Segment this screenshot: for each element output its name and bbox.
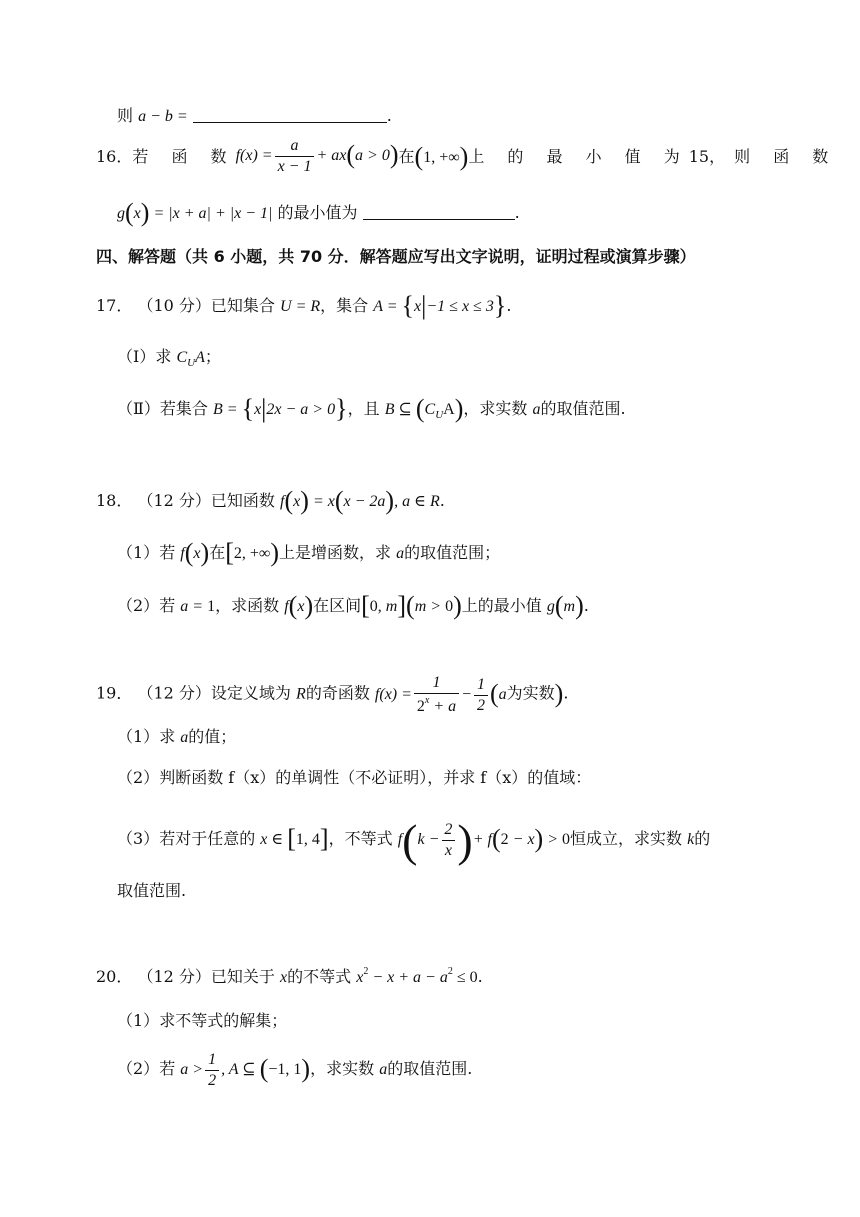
q18-part1 <box>117 540 500 566</box>
q18-part2 <box>117 593 589 619</box>
q19-part1 <box>117 729 236 746</box>
q20-part1-text: 求不等式的解集； <box>159 1011 288 1030</box>
q19-part2 <box>117 770 591 786</box>
q19-part1-text-1: 求 <box>159 727 176 746</box>
q17-part2-text: 若集合 <box>159 399 208 418</box>
q19-part3-inequality: f(k − $\frac{2}{x}$ )+ f(2 − x) > 0 <box>397 815 571 866</box>
q18-number: 18． <box>96 491 133 510</box>
q19-part3-var-k: k <box>687 831 695 848</box>
q20-score: （12 分） <box>137 967 211 986</box>
q19-part3-domain: x ∈ [1, 4] <box>260 824 329 853</box>
q15-prefix: 则 <box>117 106 134 125</box>
q16-answer-blank[interactable] <box>363 219 515 220</box>
q16-text-2: 在 <box>398 146 415 166</box>
q18-part2-text-1: 若 <box>159 596 176 615</box>
q19-end: . <box>563 683 569 703</box>
q20-part2-var-a: a <box>379 1061 388 1079</box>
q19-text-1: 设定义域为 <box>210 683 291 703</box>
q16-interval: (1, +∞) <box>414 141 469 171</box>
q18-part1-interval: [2, +∞) <box>225 538 279 567</box>
q18-part2-interval: [0, m](m > 0) <box>361 591 462 620</box>
q18-score: （12 分） <box>137 491 211 510</box>
q17-set-b: B = {x|2x − a > 0} <box>213 394 348 423</box>
q20-text-2: 的不等式 <box>287 967 352 986</box>
q20-part2-label: （2） <box>117 1059 160 1079</box>
q18-part2-text-4: 上的最小值 <box>461 596 542 615</box>
q17-complement: $C_UA$ <box>176 349 205 369</box>
q19-part2-text: 判断函数 f（x）的单调性（不必证明），并求 f（x）的值域： <box>159 768 592 787</box>
q19-number: 19． <box>96 683 133 703</box>
q18-function: f(x) = x(x − 2a), a ∈ R <box>280 486 440 515</box>
q18-text-1: 已知函数 <box>210 491 275 510</box>
q19-function: f(x) = $\frac{1}{2^x + a}$ − $\frac{1}{2}$ (a <box>374 674 507 715</box>
q19-var-r: R <box>296 685 306 703</box>
q20-part2 <box>117 1052 472 1089</box>
q16-function-g: g(x) = |x + a| + |x − 1| <box>117 198 273 227</box>
q16-min-value: 15 <box>688 146 710 166</box>
q15-end: . <box>386 106 392 125</box>
q16-line2 <box>117 200 520 226</box>
q17-subset: B ⊆ $(C_UA)$ <box>384 394 464 423</box>
q17-part2-text-3: ，求实数 <box>463 399 528 418</box>
q19-part1-text-2: 的值； <box>188 727 237 746</box>
q19-part1-label: （1） <box>117 727 160 746</box>
q17-part1-label: （Ⅰ） <box>117 347 156 366</box>
q15-answer-blank[interactable] <box>193 122 387 123</box>
q17-text-2: ，集合 <box>320 296 369 315</box>
q19-stem <box>96 675 568 715</box>
q18-part1-label: （1） <box>117 543 160 562</box>
q18-part2-fx: f(x) <box>284 591 314 620</box>
q20-inequality: $x^2 - x + a - a^2 \le 0$ <box>356 966 478 986</box>
q20-part1-label: （1） <box>117 1011 160 1030</box>
q17-part2-text-2: ，且 <box>347 399 380 418</box>
q20-text-1: 已知关于 <box>210 967 275 986</box>
q20-stem <box>96 967 483 986</box>
q18-part2-label: （2） <box>117 596 160 615</box>
q15-answer-line <box>117 108 392 125</box>
q16-text-4: ，则 函 数 <box>709 146 838 166</box>
q19-score: （12 分） <box>137 683 211 703</box>
q16-text-3: 上 的 最 小 值 为 <box>468 146 689 166</box>
q18-part1-text-3: 上是增函数，求 <box>279 543 392 562</box>
q18-part2-text-3: 在区间 <box>313 596 362 615</box>
q17-set-u: U = R <box>280 298 321 315</box>
q20-end: . <box>477 967 483 986</box>
q18-part1-var-a: a <box>396 545 405 562</box>
q19-text-2: 的奇函数 <box>305 683 370 703</box>
q20-part2-condition: a > $\frac{1}{2}$ , A ⊆ (−1, 1) <box>180 1051 311 1089</box>
q17-end: . <box>506 296 512 315</box>
q19-part3-text-1: 若对于任意的 <box>159 829 256 848</box>
q18-end: . <box>439 491 445 510</box>
q17-number: 17． <box>96 296 133 315</box>
q18-stem <box>96 488 445 514</box>
q19-part3-continued: 取值范围. <box>117 881 187 900</box>
q15-expression: a − b = <box>138 108 188 125</box>
q19-part3-text-3: 恒成立，求实数 <box>570 829 683 848</box>
q18-part2-text-2: ，求函数 <box>215 596 280 615</box>
q18-part1-text-1: 若 <box>159 543 176 562</box>
q18-part1-fx: f(x) <box>180 538 210 567</box>
q19-part2-label: （2） <box>117 768 160 787</box>
q16-number: 16． <box>96 146 133 166</box>
q16-function-f: f(x) = $\frac{a}{x - 1}$ + ax(a > 0) <box>235 137 399 175</box>
q17-part1-text: 求 <box>155 347 172 366</box>
q16-end: . <box>514 203 520 222</box>
q17-part1 <box>117 349 221 369</box>
q19-part1-var-a: a <box>180 729 189 746</box>
q18-part1-text-2: 在 <box>209 543 226 562</box>
q17-part2 <box>117 396 626 422</box>
q20-number: 20． <box>96 967 133 986</box>
q18-part2-end: . <box>583 596 589 615</box>
q17-part2-label: （Ⅱ） <box>117 399 160 418</box>
q17-part2-text-4: 的取值范围. <box>540 399 626 418</box>
q19-part3-label: （3） <box>117 829 160 848</box>
section-heading: 四、解答题（共 6 小题，共 70 分．解答题应写出文字说明，证明过程或演算步骤） <box>96 247 696 266</box>
q19-part3 <box>117 815 711 866</box>
q17-part1-end: ； <box>204 347 221 366</box>
q20-part2-text-1: 若 <box>159 1059 176 1079</box>
q17-var-a: a <box>532 401 541 418</box>
q17-stem <box>96 293 511 319</box>
q16-text-5: 的最小值为 <box>277 203 358 222</box>
q19-part3-text-2: ，不等式 <box>328 829 393 848</box>
q20-part2-text-2: ，求实数 <box>310 1059 375 1079</box>
q16-text-1: 若 函 数 <box>132 146 236 166</box>
q17-score: （10 分） <box>137 296 211 315</box>
q18-part2-gm: g(m) <box>546 591 584 620</box>
q18-part2-a-eq: a = 1 <box>180 598 216 615</box>
q19-paren-close: ) <box>554 678 564 708</box>
q17-set-a: A = {x|−1 ≤ x ≤ 3} <box>373 291 507 320</box>
q18-part1-text-4: 的取值范围； <box>404 543 501 562</box>
q19-part3-text-4: 的 <box>694 829 711 848</box>
q17-text-1: 已知集合 <box>210 296 275 315</box>
q20-part1 <box>117 1013 287 1029</box>
q20-part2-text-3: 的取值范围. <box>387 1059 473 1079</box>
q16-line1 <box>96 137 838 175</box>
q20-var-x: x <box>280 969 288 986</box>
q19-text-3: 为实数 <box>506 683 555 703</box>
